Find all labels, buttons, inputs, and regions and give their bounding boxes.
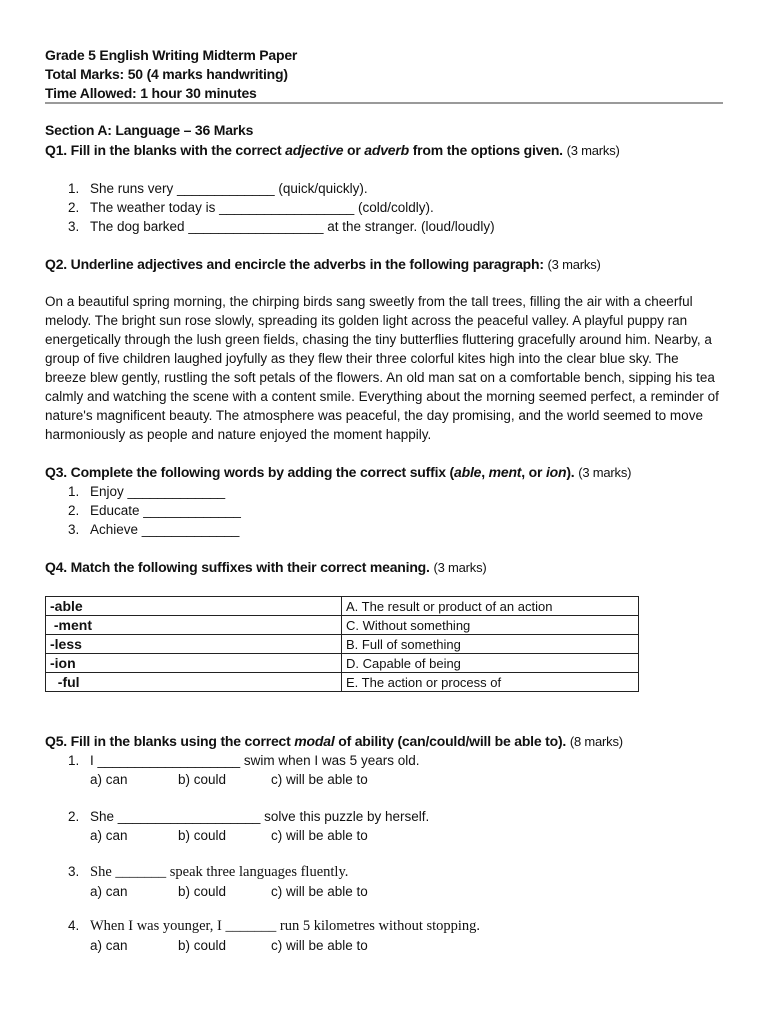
paper-title: Grade 5 English Writing Midterm Paper <box>45 47 298 63</box>
item-text: The dog barked __________________ at the stranger. (loud/loudly) <box>90 219 495 234</box>
q1-heading-text: Q1. Fill in the blanks with the correct <box>45 142 286 158</box>
suffix-cell: -ion <box>46 654 342 673</box>
q5-marks: (8 marks) <box>569 734 623 749</box>
suffix-cell: -less <box>46 635 342 654</box>
item-text: When I was younger, I _______ run 5 kilometres without stopping. <box>90 918 481 934</box>
q1-marks: (3 marks) <box>566 143 620 158</box>
q3-suffix-able: able <box>454 464 482 480</box>
q3-sep: , <box>481 464 489 480</box>
q3-heading <box>45 464 631 480</box>
q5-heading-end: of ability (can/could/will be able to). <box>334 733 567 749</box>
q3-list <box>45 482 241 539</box>
q3-suffix-ion: ion <box>545 464 567 480</box>
meaning-cell: C. Without something <box>342 616 639 635</box>
q5-item-2 <box>45 807 429 845</box>
list-item <box>45 198 495 217</box>
option-c: c) will be able to <box>271 938 368 953</box>
list-item <box>45 179 495 198</box>
q1-heading <box>45 142 620 158</box>
option-a: a) can <box>90 772 128 787</box>
q4-heading-text: Q4. Match the following suffixes with their correct meaning. <box>45 559 430 575</box>
q1-word-adverb: adverb <box>364 142 409 158</box>
list-item <box>45 520 241 539</box>
item-text: Enjoy _____________ <box>90 484 226 499</box>
table-row <box>46 597 639 616</box>
q5-word-modal: modal <box>294 733 335 749</box>
q1-heading-end: from the options given. <box>409 142 563 158</box>
q3-sep: , or <box>521 464 546 480</box>
table-row <box>46 673 639 692</box>
item-number: 2. <box>68 809 80 824</box>
q3-heading-end: ). <box>566 464 575 480</box>
option-c: c) will be able to <box>271 772 368 787</box>
answer-options <box>45 936 480 955</box>
header-divider <box>45 102 723 104</box>
table-row <box>46 616 639 635</box>
option-a: a) can <box>90 884 128 899</box>
item-number: 3. <box>68 864 80 879</box>
q5-item-4 <box>45 916 480 955</box>
q5-item-3 <box>45 862 368 901</box>
option-c: c) will be able to <box>271 884 368 899</box>
item-number: 1. <box>68 181 80 196</box>
q4-marks: (3 marks) <box>433 560 487 575</box>
q5-heading <box>45 733 623 749</box>
list-item <box>45 217 495 236</box>
item-text: I ___________________ swim when I was 5 years old. <box>90 753 420 768</box>
item-text: Achieve _____________ <box>90 522 240 537</box>
answer-options <box>45 882 368 901</box>
option-b: b) could <box>178 884 227 899</box>
q2-marks: (3 marks) <box>547 257 601 272</box>
item-text: Educate _____________ <box>90 503 241 518</box>
q5-item-1 <box>45 751 419 789</box>
option-c: c) will be able to <box>271 828 368 843</box>
meaning-cell: D. Capable of being <box>342 654 639 673</box>
q2-heading <box>45 256 601 272</box>
option-b: b) could <box>178 828 227 843</box>
paper-header <box>45 46 723 103</box>
item-number: 1. <box>68 484 80 499</box>
answer-options <box>45 826 429 845</box>
section-a-title: Section A: Language – 36 Marks <box>45 122 254 138</box>
suffix-cell: -able <box>46 597 342 616</box>
q2-heading-text: Q2. Underline adjectives and encircle the adverbs in the following paragraph: <box>45 256 544 272</box>
q1-heading-or: or <box>343 142 365 158</box>
item-number: 4. <box>68 918 80 933</box>
item-number: 2. <box>68 200 80 215</box>
item-number: 2. <box>68 503 80 518</box>
suffix-cell: -ment <box>46 616 342 635</box>
list-item <box>45 501 241 520</box>
total-marks: Total Marks: 50 (4 marks handwriting) <box>45 66 288 82</box>
q5-heading-text: Q5. Fill in the blanks using the correct <box>45 733 295 749</box>
meaning-cell: A. The result or product of an action <box>342 597 639 616</box>
q2-paragraph: On a beautiful spring morning, the chirping birds sang sweetly from the tall trees, filling the air with a cheerful melody. The bright sun rose slowly, spreading its golden light across the peaceful valley. A playful puppy ran energetically through the lush green fields, chasing the tiny butterflies fluttering gracefully around him. Nearby, a group of five children laughed joyfully as they flew their three colorful kites high into the clear blue sky. The breeze blew gently, rustling the soft petals of the flowers. An old man sat on a comfortable bench, sipping his tea calmly and watching the scene with a content smile. Everything about the morning seemed perfect, a reminder of nature's magnificent beauty. The atmosphere was peaceful, the day promising, and the world seemed to move harmoniously as people and nature enjoyed the moment happily. <box>45 294 719 442</box>
option-a: a) can <box>90 828 128 843</box>
time-allowed: Time Allowed: 1 hour 30 minutes <box>45 85 257 101</box>
list-item <box>45 751 419 770</box>
item-text: She _______ speak three languages fluently. <box>90 864 349 880</box>
q1-list <box>45 179 495 236</box>
item-number: 3. <box>68 219 80 234</box>
meaning-cell: E. The action or process of <box>342 673 639 692</box>
q4-match-table <box>45 596 639 692</box>
q3-heading-text: Q3. Complete the following words by adding the correct suffix ( <box>45 464 454 480</box>
item-text: She runs very _____________ (quick/quickly). <box>90 181 368 196</box>
table-row <box>46 635 639 654</box>
option-a: a) can <box>90 938 128 953</box>
suffix-cell: -ful <box>46 673 342 692</box>
list-item <box>45 862 368 882</box>
list-item <box>45 807 429 826</box>
item-number: 1. <box>68 753 80 768</box>
meaning-cell: B. Full of something <box>342 635 639 654</box>
list-item <box>45 482 241 501</box>
item-text: The weather today is __________________ (cold/coldly). <box>90 200 434 215</box>
q3-marks: (3 marks) <box>578 465 632 480</box>
answer-options <box>45 770 419 789</box>
option-b: b) could <box>178 772 227 787</box>
q3-suffix-ment: ment <box>488 464 522 480</box>
list-item <box>45 916 480 936</box>
q4-heading <box>45 559 487 575</box>
option-b: b) could <box>178 938 227 953</box>
item-number: 3. <box>68 522 80 537</box>
table-row <box>46 654 639 673</box>
q1-word-adjective: adjective <box>285 142 344 158</box>
item-text: She ___________________ solve this puzzle by herself. <box>90 809 430 824</box>
